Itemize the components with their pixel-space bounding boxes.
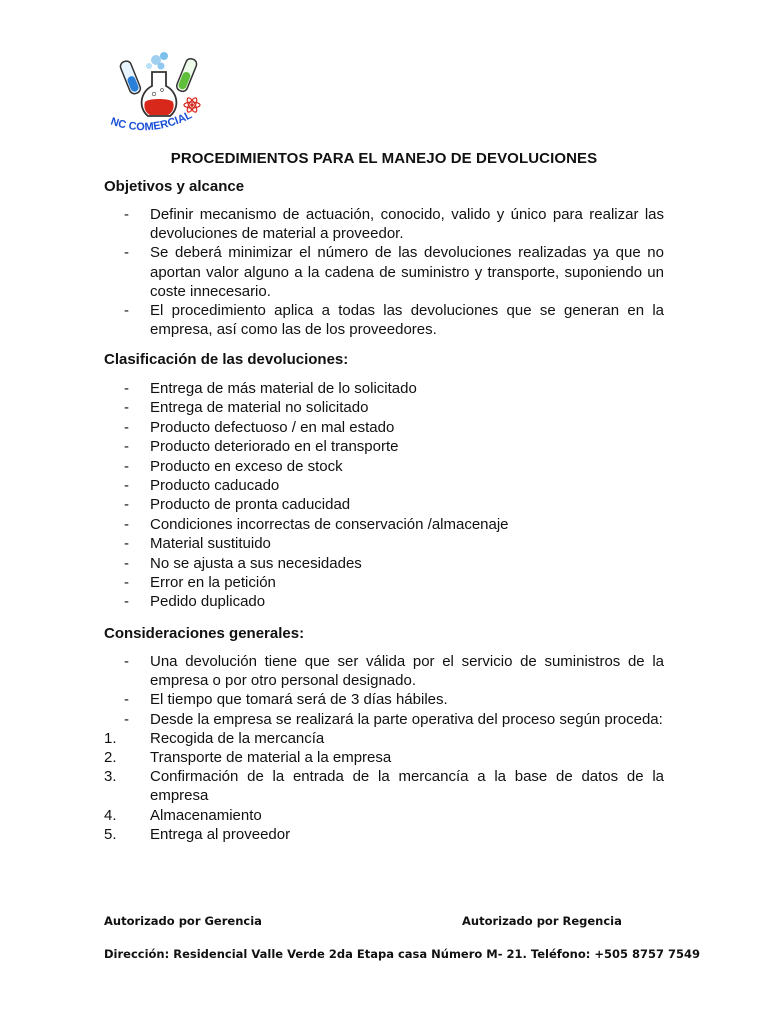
list-item: - El tiempo que tomará será de 3 días hábiles.	[124, 691, 448, 709]
bullet-dash: -	[124, 515, 129, 533]
bullet-dash: -	[124, 399, 129, 417]
numbered-item: 2. Transporte de material a la empresa	[104, 749, 392, 767]
list-item: - No se ajusta a sus necesidades	[124, 554, 362, 572]
document-title: PROCEDIMIENTOS PARA EL MANEJO DE DEVOLUCIONES	[170, 150, 598, 167]
list-item: - Producto en exceso de stock	[124, 457, 343, 475]
section-heading-objetivos: Objetivos y alcance	[104, 178, 245, 195]
numbered-item: 1. Recogida de la mercancía	[104, 729, 325, 747]
bullet-dash: -	[124, 457, 129, 475]
section-heading-consideraciones: Consideraciones generales:	[104, 625, 305, 642]
numbered-item: 4. Almacenamiento	[104, 806, 262, 824]
bullet-dash: -	[124, 710, 129, 728]
bullet-dash: -	[124, 418, 129, 436]
bullet-dash: -	[124, 691, 129, 709]
list-item: - Entrega de material no solicitado	[124, 399, 369, 417]
bullet-dash: -	[124, 477, 129, 495]
footer-address: Dirección: Residencial Valle Verde 2da Etapa casa Número M- 21. Teléfono: +505 8757 7549	[104, 947, 701, 961]
step-number: 2.	[104, 749, 117, 767]
numbered-item: 5. Entrega al proveedor	[104, 825, 291, 843]
bullet-dash: -	[124, 496, 129, 514]
bullet-dash: -	[124, 206, 129, 223]
bullet-dash: -	[124, 535, 129, 553]
list-item: - Definir mecanismo de actuación, conocido, valido y único para realizar las devoluciones de material a proveedor.	[124, 206, 664, 243]
bullet-dash: -	[124, 554, 129, 572]
list-item: - Producto deteriorado en el transporte	[124, 438, 399, 456]
list-item: - Producto caducado	[124, 477, 280, 495]
bullet-dash: -	[124, 653, 129, 670]
numbered-item: 3. Confirmación de la entrada de la mercancía a la base de datos de la empresa	[104, 768, 664, 805]
bullet-dash: -	[124, 302, 129, 320]
bullet-dash: -	[124, 244, 129, 262]
signature-gerencia: Autorizado por Gerencia	[104, 914, 262, 928]
list-item: - Producto defectuoso / en mal estado	[124, 418, 395, 436]
consideraciones-list	[104, 652, 664, 844]
bullet-dash: -	[124, 593, 129, 611]
list-item: - Entrega de más material de lo solicitado	[124, 380, 417, 397]
list-item: - Producto de pronta caducidad	[124, 496, 351, 514]
step-number: 3.	[104, 768, 117, 786]
list-item: - Pedido duplicado	[124, 593, 266, 611]
list-item: - Se deberá minimizar el número de las devoluciones realizadas ya que no aportan valor alguno a la cadena de suministro y transporte, suponiendo un coste innecesario.	[124, 244, 664, 300]
step-number: 4.	[104, 806, 117, 824]
signature-regencia: Autorizado por Regencia	[462, 914, 622, 928]
list-item: - Condiciones incorrectas de conservación /almacenaje	[124, 515, 509, 533]
logo-text: NC COMERCIAL	[109, 109, 195, 134]
list-item: - Error en la petición	[124, 574, 276, 592]
bullet-dash: -	[124, 438, 129, 456]
list-item: - Desde la empresa se realizará la parte operativa del proceso según proceda:	[124, 710, 663, 728]
list-item: - El procedimiento aplica a todas las devoluciones que se generan en la empresa, así como las de los proveedores.	[124, 302, 664, 339]
clasificacion-list	[104, 379, 664, 612]
step-number: 5.	[104, 825, 117, 843]
list-item: - Una devolución tiene que ser válida por el servicio de suministros de la empresa o por otro personal designado.	[124, 653, 664, 690]
chemistry-flask-logo	[104, 50, 216, 140]
company-logo	[104, 50, 216, 140]
bullet-dash: -	[124, 380, 129, 397]
step-number: 1.	[104, 729, 117, 747]
section-heading-clasificacion: Clasificación de las devoluciones:	[104, 351, 349, 368]
list-item: - Material sustituido	[124, 535, 271, 553]
bullet-dash: -	[124, 574, 129, 592]
objetivos-list	[104, 205, 664, 339]
